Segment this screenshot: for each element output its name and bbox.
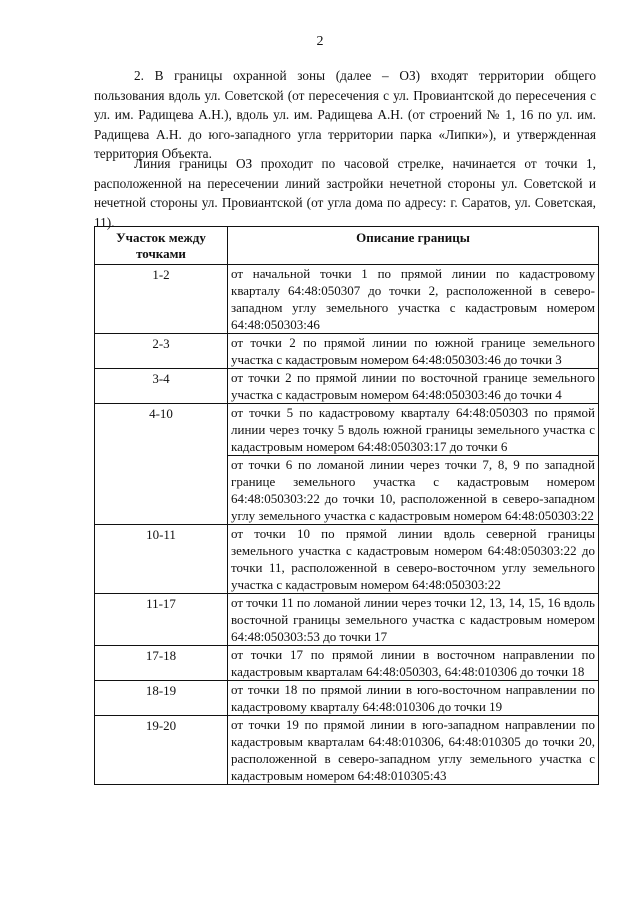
description-cell: от точки 10 по прямой линии вдоль северной границы земельного участка с кадастровым номером 64:48:050303:22 до точки 11, расположенной в северо-восточном углу земельного участка с кадастровым номером 64:48:050303:22 (228, 525, 599, 594)
boundary-table (94, 226, 599, 785)
description-cell: от точки 2 по прямой линии по восточной границе земельного участка с кадастровым номером 64:48:050303:46 до точки 4 (228, 369, 599, 404)
description-cell: от точки 2 по прямой линии по южной границе земельного участка с кадастровым номером 64:48:050303:46 до точки 3 (228, 334, 599, 369)
description-cell: от точки 11 по ломаной линии через точки 12, 13, 14, 15, 16 вдоль восточной границы земельного участка с кадастровым номером 64:48:050303:53 до точки 17 (228, 594, 599, 646)
table-row (95, 265, 599, 334)
segment-cell: 10-11 (95, 525, 228, 594)
paragraph-protected-zone: 2. В границы охранной зоны (далее – ОЗ) входят территории общего пользования вдоль ул. Советской (от пересечения с ул. Провиантской до пересечения с ул. им. Радищева А.Н.), вдоль ул. им. Радищева А.Н. (от строений № 1, 16 по ул. им. Радищева А.Н. до юго-западного угла территории парка «Липки»), и утвержденная территория Объекта. (94, 68, 596, 161)
page-number: 2 (316, 34, 324, 49)
description-cell: от точки 18 по прямой линии в юго-восточном направлении по кадастровому кварталу 64:48:010306 до точки 19 (228, 681, 599, 716)
segment-cell: 11-17 (95, 594, 228, 646)
segment-cell: 18-19 (95, 681, 228, 716)
paragraph-boundary-line: Линия границы ОЗ проходит по часовой стрелке, начинается от точки 1, расположенной на пересечении линий застройки нечетной стороны ул. Советской и нечетной стороны ул. Провиантской (от угла дома по адресу: г. Саратов, ул. Советская, 11). (94, 156, 596, 230)
table-row (95, 369, 599, 404)
table-row (95, 525, 599, 594)
table-row (95, 716, 599, 785)
segment-cell: 1-2 (95, 265, 228, 334)
table-header-row (95, 227, 599, 265)
table-row (95, 681, 599, 716)
segment-cell: 19-20 (95, 716, 228, 785)
table-row (95, 404, 599, 456)
segment-cell: 4-10 (95, 404, 228, 525)
table-row (95, 594, 599, 646)
table-row (95, 646, 599, 681)
segment-cell: 2-3 (95, 334, 228, 369)
header-segment: Участок между точками (95, 227, 228, 265)
description-cell: от точки 19 по прямой линии в юго-западном направлении по кадастровым кварталам 64:48:010306, 64:48:010305 до точки 20, расположенной в северо-западном углу земельного участка с кадастровым номером 64:48:010305:43 (228, 716, 599, 785)
segment-cell: 17-18 (95, 646, 228, 681)
description-cell: от точки 17 по прямой линии в восточном направлении по кадастровым кварталам 64:48:050303, 64:48:010306 до точки 18 (228, 646, 599, 681)
description-cell: от начальной точки 1 по прямой линии по кадастровому кварталу 64:48:050307 до точки 2, расположенной в северо-западном углу земельного участка с кадастровым номером 64:48:050303:46 (228, 265, 599, 334)
description-cell: от точки 5 по кадастровому кварталу 64:48:050303 по прямой линии через точку 5 вдоль южной границы земельного участка с кадастровым номером 64:48:050303:17 до точки 6 (228, 404, 599, 456)
segment-cell: 3-4 (95, 369, 228, 404)
description-cell: от точки 6 по ломаной линии через точки 7, 8, 9 по западной границе земельного участка с кадастровым номером 64:48:050303:22 до точки 10, расположенной в северо-западном углу земельного участка с кадастровым номером 64:48:050303:22 (228, 456, 599, 525)
table-row (95, 334, 599, 369)
header-description: Описание границы (228, 227, 599, 265)
